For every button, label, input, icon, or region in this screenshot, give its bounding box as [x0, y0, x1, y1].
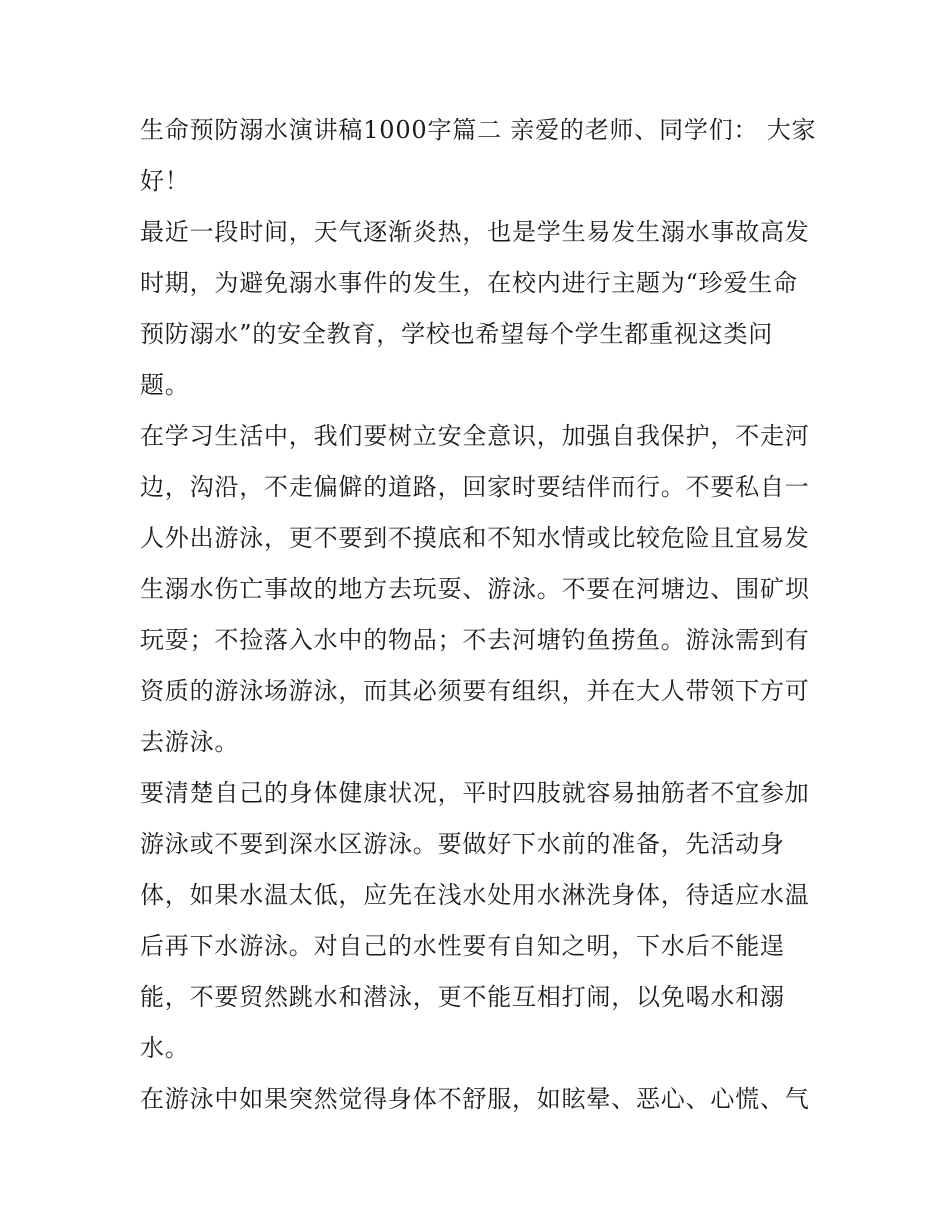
text-line: 后再下水游泳。对自己的水性要有自知之明，下水后不能逞 — [140, 932, 785, 960]
text-line: 体，如果水温太低，应先在浅水处用水淋洗身体，待适应水温 — [140, 881, 810, 909]
text-line: 去游泳。 — [140, 728, 240, 756]
text-line: 好！ — [140, 167, 190, 195]
text-line: 预防溺水”的安全教育，学校也希望每个学生都重视这类问 — [140, 320, 774, 348]
text-line: 时期，为避免溺水事件的发生，在校内进行主题为“珍爱生命 — [140, 269, 798, 297]
text-line: 在学习生活中，我们要树立安全意识，加强自我保护，不走河 — [140, 422, 810, 450]
text-line: 游泳或不要到深水区游泳。要做好下水前的准备，先活动身 — [140, 830, 785, 858]
text-line: 在游泳中如果突然觉得身体不舒服，如眩晕、恶心、心慌、气 — [140, 1085, 810, 1113]
document-body — [140, 105, 820, 1125]
text-line: 资质的游泳场游泳，而其必须要有组织，并在大人带领下方可 — [140, 677, 810, 705]
text-line: 题。 — [140, 371, 190, 399]
text-line: 水。 — [140, 1034, 190, 1062]
text-line: 能，不要贸然跳水和潜泳，更不能互相打闹，以免喝水和溺 — [140, 983, 785, 1011]
text-line: 生溺水伤亡事故的地方去玩耍、游泳。不要在河塘边、围矿坝 — [140, 575, 810, 603]
text-line: 玩耍；不捡落入水中的物品；不去河塘钓鱼捞鱼。游泳需到有 — [140, 626, 810, 654]
text-line: 要清楚自己的身体健康状况，平时四肢就容易抽筋者不宜参加 — [140, 779, 810, 807]
text-line: 生命预防溺水演讲稿1000字篇二 亲爱的老师、同学们： 大家 — [140, 116, 817, 144]
text-line: 人外出游泳，更不要到不摸底和不知水情或比较危险且宜易发 — [140, 524, 810, 552]
text-line: 边，沟沿，不走偏僻的道路，回家时要结伴而行。不要私自一 — [140, 473, 810, 501]
text-line: 最近一段时间，天气逐渐炎热，也是学生易发生溺水事故高发 — [140, 218, 810, 246]
